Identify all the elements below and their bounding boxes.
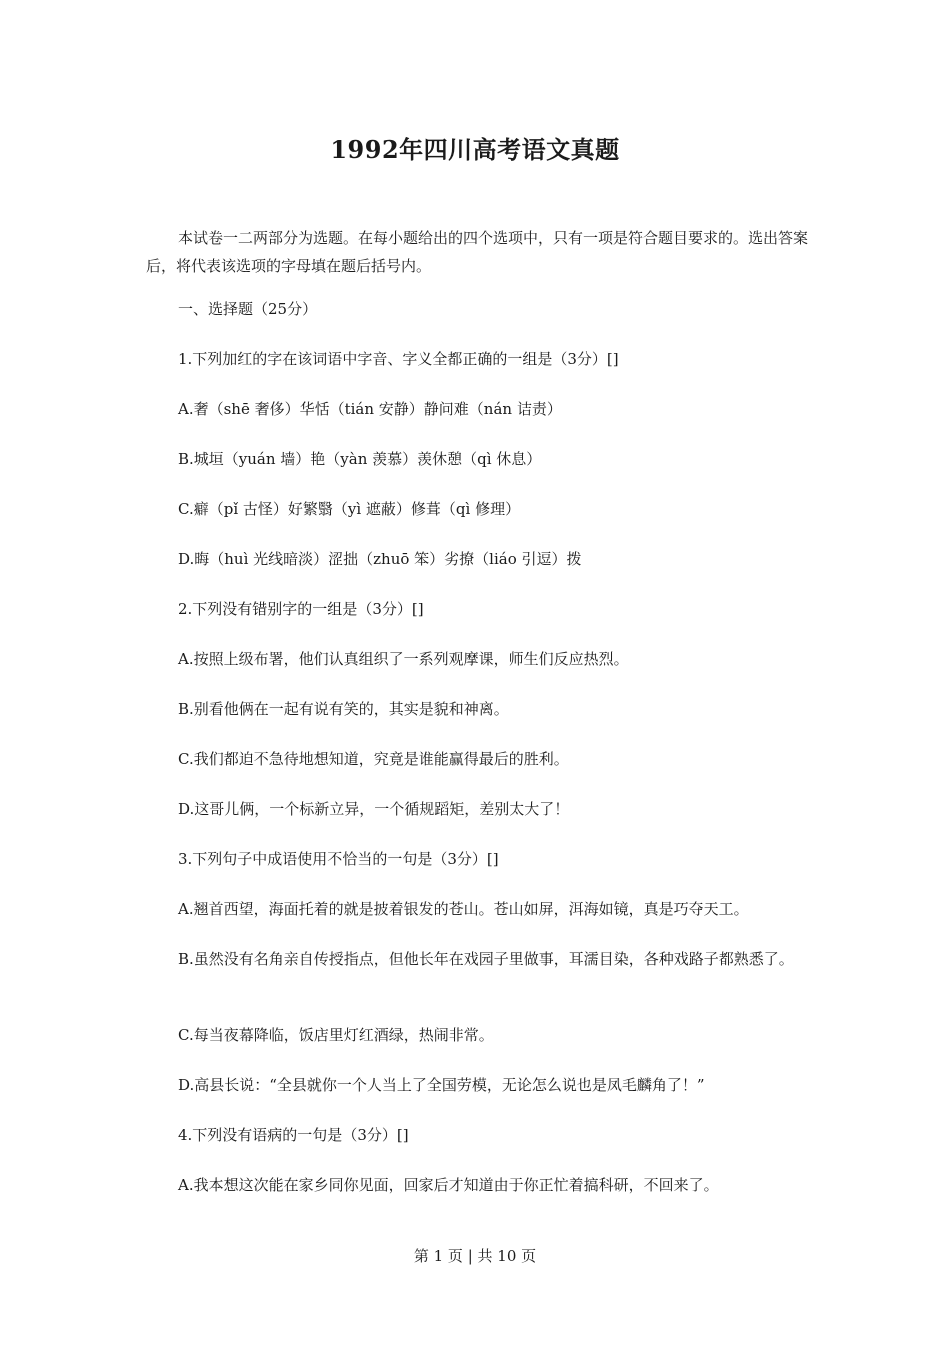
question-1-option-c: C.癖（pǐ 古怪）好繁翳（yì 遮蔽）修葺（qì 修理） bbox=[178, 500, 521, 518]
question-2-option-a: A.按照上级布署，他们认真组织了一系列观摩课，师生们反应热烈。 bbox=[178, 650, 629, 668]
question-3-option-d: D.高县长说：“全县就你一个人当上了全国劳模，无论怎么说也是凤毛麟角了！” bbox=[178, 1076, 705, 1094]
intro-paragraph: 本试卷一二两部分为选题。在每小题给出的四个选项中，只有一项是符合题目要求的。选出答案后，将代表该选项的字母填在题后括号内。 bbox=[146, 229, 809, 275]
question-2-stem: 2.下列没有错别字的一组是（3分）[] bbox=[178, 600, 424, 618]
question-1-option-a: A.奢（shē 奢侈）华恬（tián 安静）静问难（nán 诘责） bbox=[178, 400, 562, 418]
page-title: 1992年四川高考语文真题 bbox=[330, 135, 620, 164]
question-2-option-c: C.我们都迫不急待地想知道，究竟是谁能赢得最后的胜利。 bbox=[178, 750, 569, 768]
question-1-option-b: B.城垣（yuán 墙）艳（yàn 羡慕）羡休憩（qì 休息） bbox=[178, 450, 542, 468]
question-3-stem: 3.下列句子中成语使用不恰当的一句是（3分）[] bbox=[178, 850, 499, 868]
question-2-option-b: B.别看他俩在一起有说有笑的，其实是貌和神离。 bbox=[178, 700, 509, 718]
section-heading: 一、选择题（25分） bbox=[178, 300, 318, 318]
question-3-option-c: C.每当夜幕降临，饭店里灯红酒绿，热闹非常。 bbox=[178, 1026, 494, 1044]
question-4-option-a: A.我本想这次能在家乡同你见面，回家后才知道由于你正忙着搞科研，不回来了。 bbox=[178, 1176, 719, 1194]
question-4-stem: 4.下列没有语病的一句是（3分）[] bbox=[178, 1126, 409, 1144]
question-3-option-b: B.虽然没有名角亲自传授指点，但他长年在戏园子里做事，耳濡目染，各种戏路子都熟悉了。 bbox=[178, 950, 794, 968]
page-footer: 第 1 页 | 共 10 页 bbox=[413, 1247, 537, 1265]
question-2-option-d: D.这哥儿俩，一个标新立异，一个循规蹈矩，差别太大了！ bbox=[178, 800, 570, 818]
question-1-option-d: D.晦（huì 光线暗淡）涩拙（zhuō 笨）劣撩（liáo 引逗）拨 bbox=[178, 550, 582, 568]
question-1-stem: 1.下列加红的字在该词语中字音、字义全都正确的一组是（3分）[] bbox=[178, 350, 619, 368]
question-3-option-a: A.翘首西望，海面托着的就是披着银发的苍山。苍山如屏，洱海如镜，真是巧夺天工。 bbox=[178, 900, 749, 918]
